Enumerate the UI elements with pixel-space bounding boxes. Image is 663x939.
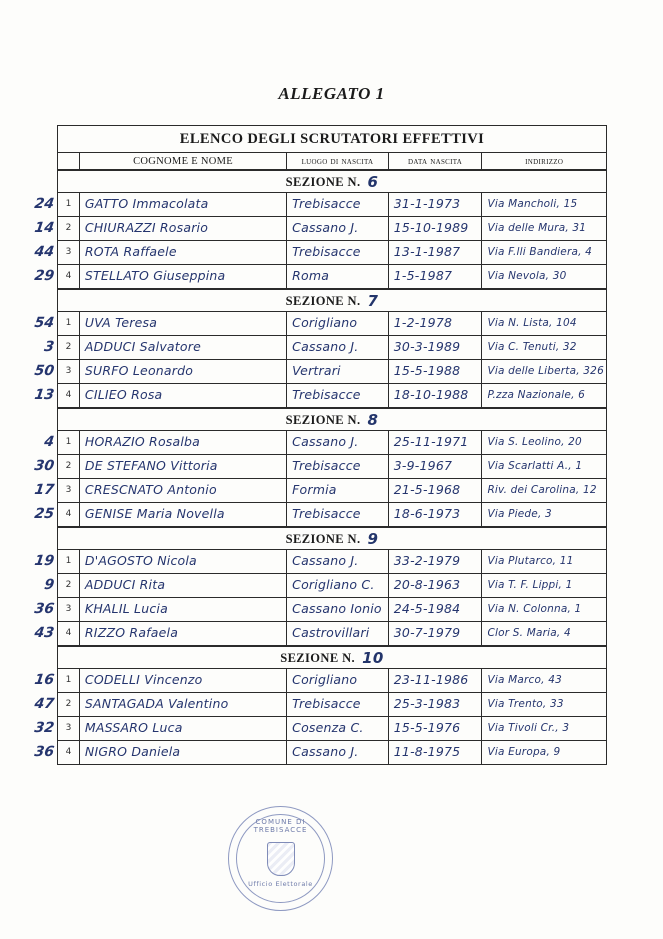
name-text: CILIEO Rosa <box>84 387 163 402</box>
birthdate-cell <box>389 669 483 692</box>
birthplace-cell <box>287 503 389 526</box>
margin-number: 19 <box>33 553 56 569</box>
section-label: SEZIONE N. <box>285 413 361 427</box>
row-index-cell <box>33 622 80 645</box>
birthdate-text: 3-9-1967 <box>393 458 453 473</box>
margin-number: 50 <box>33 363 56 379</box>
address-text: Via delle Mura, 31 <box>487 222 587 234</box>
birthdate-cell <box>389 479 483 502</box>
birthdate-cell <box>389 503 483 526</box>
birthplace-text: Trebisacce <box>292 196 361 211</box>
row-number: 1 <box>65 556 72 566</box>
address-text: Via N. Colonna, 1 <box>487 603 582 615</box>
address-cell <box>482 574 606 597</box>
name-cell <box>80 622 287 645</box>
row-index-cell <box>33 503 80 526</box>
name-cell <box>80 717 287 740</box>
birthdate-cell <box>389 265 483 288</box>
row-number: 3 <box>65 247 72 257</box>
margin-number: 30 <box>33 458 56 474</box>
address-text: Via S. Leolino, 20 <box>487 436 582 448</box>
birthdate-cell <box>389 741 483 764</box>
table-row <box>33 193 606 217</box>
row-index-cell <box>33 265 80 288</box>
address-text: Via F.lli Bandiera, 4 <box>487 246 593 258</box>
birthplace-text: Trebisacce <box>292 387 361 402</box>
birthplace-text: Cassano J. <box>292 553 359 568</box>
table-row <box>33 598 606 622</box>
birthdate-cell <box>389 455 483 478</box>
birthdate-text: 24-5-1984 <box>393 601 461 616</box>
margin-number: 54 <box>33 315 56 331</box>
name-cell <box>80 669 287 692</box>
name-text: STELLATO Giuseppina <box>84 268 226 283</box>
birthdate-cell <box>389 384 483 407</box>
birthplace-cell <box>287 479 389 502</box>
name-text: CRESCNATO Antonio <box>84 482 217 497</box>
name-text: KHALIL Lucia <box>84 601 168 616</box>
name-text: DE STEFANO Vittoria <box>84 458 218 473</box>
birthdate-cell <box>389 336 483 359</box>
scrutineers-table <box>33 125 607 765</box>
address-text: Via Plutarco, 11 <box>487 555 574 567</box>
table-row <box>33 241 606 265</box>
row-index-cell <box>33 455 80 478</box>
address-cell <box>482 431 606 454</box>
name-text: ADDUCI Rita <box>84 577 166 592</box>
name-cell <box>80 265 287 288</box>
section-header <box>58 289 606 312</box>
birthdate-text: 15-5-1976 <box>393 720 461 735</box>
table-row <box>33 312 606 336</box>
name-cell <box>80 503 287 526</box>
birthdate-cell <box>389 550 483 573</box>
section-number: 7 <box>367 292 379 310</box>
row-number: 2 <box>65 580 72 590</box>
birthdate-text: 30-3-1989 <box>393 339 461 354</box>
stamp-sub-text: Ufficio Elettorale <box>248 880 313 888</box>
birthplace-cell <box>287 360 389 383</box>
table-row <box>33 384 606 408</box>
column-header-birthplace: luogo di nascita <box>287 153 389 169</box>
column-header-number <box>58 153 80 169</box>
birthdate-cell <box>389 622 483 645</box>
margin-number: 29 <box>33 268 56 284</box>
margin-number: 13 <box>33 387 56 403</box>
margin-number: 32 <box>33 720 56 736</box>
table-row <box>33 622 606 646</box>
address-text: Clor S. Maria, 4 <box>487 627 571 639</box>
section-header <box>58 527 606 550</box>
margin-number: 44 <box>33 244 56 260</box>
margin-number: 24 <box>33 196 56 212</box>
birthplace-text: Formia <box>292 482 337 497</box>
address-cell <box>482 455 606 478</box>
row-index-cell <box>33 741 80 764</box>
section-header <box>58 170 606 193</box>
row-index-cell <box>33 384 80 407</box>
birthplace-text: Trebisacce <box>292 244 361 259</box>
name-cell <box>80 336 287 359</box>
section-number: 9 <box>367 530 379 548</box>
table-row <box>33 717 606 741</box>
name-cell <box>80 431 287 454</box>
address-text: Via Trento, 33 <box>487 698 564 710</box>
table-row <box>33 360 606 384</box>
birthplace-text: Roma <box>292 268 330 283</box>
table-row <box>33 217 606 241</box>
address-text: Via Scarlatti A., 1 <box>487 460 583 472</box>
name-cell <box>80 312 287 335</box>
address-cell <box>482 384 606 407</box>
address-cell <box>482 622 606 645</box>
address-cell <box>482 241 606 264</box>
birthplace-cell <box>287 241 389 264</box>
section-label: SEZIONE N. <box>280 651 356 665</box>
table-row <box>33 550 606 574</box>
birthplace-cell <box>287 550 389 573</box>
row-number: 4 <box>65 628 72 638</box>
row-number: 2 <box>65 223 72 233</box>
margin-number: 36 <box>33 744 56 760</box>
column-header-address: indirizzo <box>525 156 564 167</box>
name-cell <box>80 741 287 764</box>
table-row <box>43 431 606 455</box>
birthdate-text: 11-8-1975 <box>393 744 461 759</box>
address-cell <box>482 217 606 240</box>
name-text: GATTO Immacolata <box>84 196 209 211</box>
address-text: Via T. F. Lippi, 1 <box>487 579 573 591</box>
row-index-cell <box>33 669 80 692</box>
birthplace-text: Castrovillari <box>292 625 370 640</box>
row-number: 1 <box>65 318 72 328</box>
name-text: RIZZO Rafaela <box>84 625 179 640</box>
birthplace-cell <box>287 574 389 597</box>
birthplace-cell <box>287 741 389 764</box>
address-cell <box>482 479 606 502</box>
birthdate-cell <box>389 717 483 740</box>
address-text: Via Europa, 9 <box>487 746 561 758</box>
margin-number: 47 <box>33 696 56 712</box>
margin-number: 3 <box>43 339 56 355</box>
birthplace-cell <box>287 598 389 621</box>
name-cell <box>80 217 287 240</box>
address-cell <box>482 503 606 526</box>
birthdate-text: 23-11-1986 <box>393 672 469 687</box>
table-title: ELENCO DEGLI SCRUTATORI EFFETTIVI <box>58 126 606 153</box>
birthdate-cell <box>389 312 483 335</box>
birthdate-cell <box>389 241 483 264</box>
row-number: 4 <box>65 509 72 519</box>
section-number: 6 <box>367 173 379 191</box>
name-text: GENISE Maria Novella <box>84 506 225 521</box>
birthdate-cell <box>389 693 483 716</box>
address-cell <box>482 598 606 621</box>
row-number: 2 <box>65 342 72 352</box>
birthdate-text: 20-8-1963 <box>393 577 461 592</box>
row-number: 1 <box>65 437 72 447</box>
birthdate-text: 30-7-1979 <box>393 625 461 640</box>
birthdate-text: 25-3-1983 <box>393 696 461 711</box>
address-text: Via Marco, 43 <box>487 674 562 686</box>
section-number: 8 <box>367 411 379 429</box>
name-cell <box>80 360 287 383</box>
birthplace-cell <box>287 384 389 407</box>
address-text: Via delle Liberta, 326 <box>487 365 604 377</box>
table-row <box>43 336 606 360</box>
birthdate-text: 1-5-1987 <box>393 268 453 283</box>
address-cell <box>482 741 606 764</box>
name-cell <box>80 479 287 502</box>
name-cell <box>80 598 287 621</box>
birthplace-text: Corigliano <box>292 672 358 687</box>
birthdate-cell <box>389 360 483 383</box>
birthdate-text: 31-1-1973 <box>393 196 461 211</box>
birthplace-text: Corigliano C. <box>292 577 375 592</box>
birthdate-cell <box>389 598 483 621</box>
birthplace-text: Cosenza C. <box>292 720 364 735</box>
row-index-cell <box>33 193 80 216</box>
birthdate-text: 13-1-1987 <box>393 244 461 259</box>
address-text: Riv. dei Carolina, 12 <box>487 484 597 496</box>
birthdate-text: 18-6-1973 <box>393 506 461 521</box>
page-title: ALLEGATO 1 <box>278 84 385 103</box>
birthdate-text: 15-5-1988 <box>393 363 461 378</box>
crest-icon <box>267 842 295 876</box>
row-number: 4 <box>65 271 72 281</box>
birthplace-cell <box>287 312 389 335</box>
margin-number: 17 <box>33 482 56 498</box>
address-text: Via Nevola, 30 <box>487 270 567 282</box>
section-label: SEZIONE N. <box>285 175 361 189</box>
official-stamp <box>228 806 333 911</box>
birthplace-cell <box>287 693 389 716</box>
row-number: 3 <box>65 723 72 733</box>
name-text: ROTA Raffaele <box>84 244 177 259</box>
address-text: Via Mancholi, 15 <box>487 198 578 210</box>
margin-number: 9 <box>43 577 56 593</box>
birthplace-cell <box>287 217 389 240</box>
name-cell <box>80 241 287 264</box>
row-index-cell <box>43 431 80 454</box>
margin-number: 43 <box>33 625 56 641</box>
address-text: Via Tivoli Cr., 3 <box>487 722 570 734</box>
birthplace-cell <box>287 717 389 740</box>
sections-container <box>33 170 606 764</box>
section-label: SEZIONE N. <box>285 532 361 546</box>
birthplace-text: Corigliano <box>292 315 358 330</box>
address-cell <box>482 336 606 359</box>
name-text: NIGRO Daniela <box>84 744 181 759</box>
birthdate-cell <box>389 431 483 454</box>
birthdate-text: 21-5-1968 <box>393 482 461 497</box>
margin-number: 4 <box>43 434 56 450</box>
row-index-cell <box>33 717 80 740</box>
birthdate-cell <box>389 193 483 216</box>
row-number: 3 <box>65 366 72 376</box>
address-cell <box>482 717 606 740</box>
address-cell <box>482 550 606 573</box>
birthplace-cell <box>287 622 389 645</box>
address-cell <box>482 312 606 335</box>
name-text: SANTAGADA Valentino <box>84 696 229 711</box>
row-number: 2 <box>65 461 72 471</box>
birthplace-text: Trebisacce <box>292 696 361 711</box>
name-cell <box>80 693 287 716</box>
birthdate-text: 1-2-1978 <box>393 315 453 330</box>
name-cell <box>80 574 287 597</box>
birthdate-cell <box>389 217 483 240</box>
birthplace-text: Cassano J. <box>292 434 359 449</box>
name-cell <box>80 193 287 216</box>
birthdate-text: 33-2-1979 <box>393 553 461 568</box>
birthdate-text: 15-10-1989 <box>393 220 469 235</box>
table-row <box>33 265 606 289</box>
row-index-cell <box>33 693 80 716</box>
birthplace-text: Cassano Ionio <box>292 601 382 616</box>
birthplace-text: Cassano J. <box>292 339 359 354</box>
margin-number: 36 <box>33 601 56 617</box>
column-header-name: COGNOME E NOME <box>80 153 287 169</box>
column-header-birthdate: data nascita <box>389 153 483 169</box>
name-text: MASSARO Luca <box>84 720 183 735</box>
table-row <box>33 479 606 503</box>
address-cell <box>482 265 606 288</box>
name-text: CHIURAZZI Rosario <box>84 220 209 235</box>
section-header <box>58 646 606 669</box>
name-text: CODELLI Vincenzo <box>84 672 203 687</box>
row-index-cell <box>43 336 80 359</box>
table-row <box>33 693 606 717</box>
row-index-cell <box>33 312 80 335</box>
name-cell <box>80 455 287 478</box>
row-index-cell <box>43 574 80 597</box>
birthdate-text: 18-10-1988 <box>393 387 469 402</box>
birthdate-text: 25-11-1971 <box>393 434 469 449</box>
birthplace-cell <box>287 193 389 216</box>
birthplace-cell <box>287 455 389 478</box>
address-text: Via N. Lista, 104 <box>487 317 577 329</box>
address-text: Via Piede, 3 <box>487 508 552 520</box>
section-number: 10 <box>362 649 384 667</box>
name-text: HORAZIO Rosalba <box>84 434 201 449</box>
row-number: 4 <box>65 747 72 757</box>
row-index-cell <box>33 598 80 621</box>
name-cell <box>80 550 287 573</box>
margin-number: 25 <box>33 506 56 522</box>
birthplace-cell <box>287 669 389 692</box>
table-row <box>43 574 606 598</box>
table-column-headers <box>58 153 606 170</box>
section-header <box>58 408 606 431</box>
name-text: SURFO Leonardo <box>84 363 194 378</box>
row-index-cell <box>33 360 80 383</box>
table-row <box>33 669 606 693</box>
name-text: ADDUCI Salvatore <box>84 339 201 354</box>
birthdate-cell <box>389 574 483 597</box>
row-index-cell <box>33 479 80 502</box>
address-cell <box>482 193 606 216</box>
row-index-cell <box>33 217 80 240</box>
stamp-top-text: COMUNE DI TREBISACCE <box>253 818 308 834</box>
birthplace-text: Cassano J. <box>292 744 359 759</box>
address-cell <box>482 693 606 716</box>
table-row <box>33 503 606 527</box>
row-index-cell <box>33 241 80 264</box>
row-number: 1 <box>65 199 72 209</box>
address-cell <box>482 360 606 383</box>
table-row <box>33 741 606 764</box>
name-text: D'AGOSTO Nicola <box>84 553 197 568</box>
row-index-cell <box>33 550 80 573</box>
birthplace-text: Vertrari <box>292 363 341 378</box>
row-number: 1 <box>65 675 72 685</box>
birthplace-text: Cassano J. <box>292 220 359 235</box>
birthplace-cell <box>287 265 389 288</box>
address-cell <box>482 669 606 692</box>
name-text: UVA Teresa <box>84 315 158 330</box>
address-text: Via C. Tenuti, 32 <box>487 341 577 353</box>
birthplace-text: Trebisacce <box>292 458 361 473</box>
row-number: 2 <box>65 699 72 709</box>
section-label: SEZIONE N. <box>285 294 361 308</box>
table-row <box>33 455 606 479</box>
name-cell <box>80 384 287 407</box>
address-text: P.zza Nazionale, 6 <box>487 389 586 401</box>
row-number: 4 <box>65 390 72 400</box>
birthplace-cell <box>287 336 389 359</box>
margin-number: 14 <box>33 220 56 236</box>
birthplace-text: Trebisacce <box>292 506 361 521</box>
row-number: 3 <box>65 485 72 495</box>
margin-number: 16 <box>33 672 56 688</box>
birthplace-cell <box>287 431 389 454</box>
row-number: 3 <box>65 604 72 614</box>
